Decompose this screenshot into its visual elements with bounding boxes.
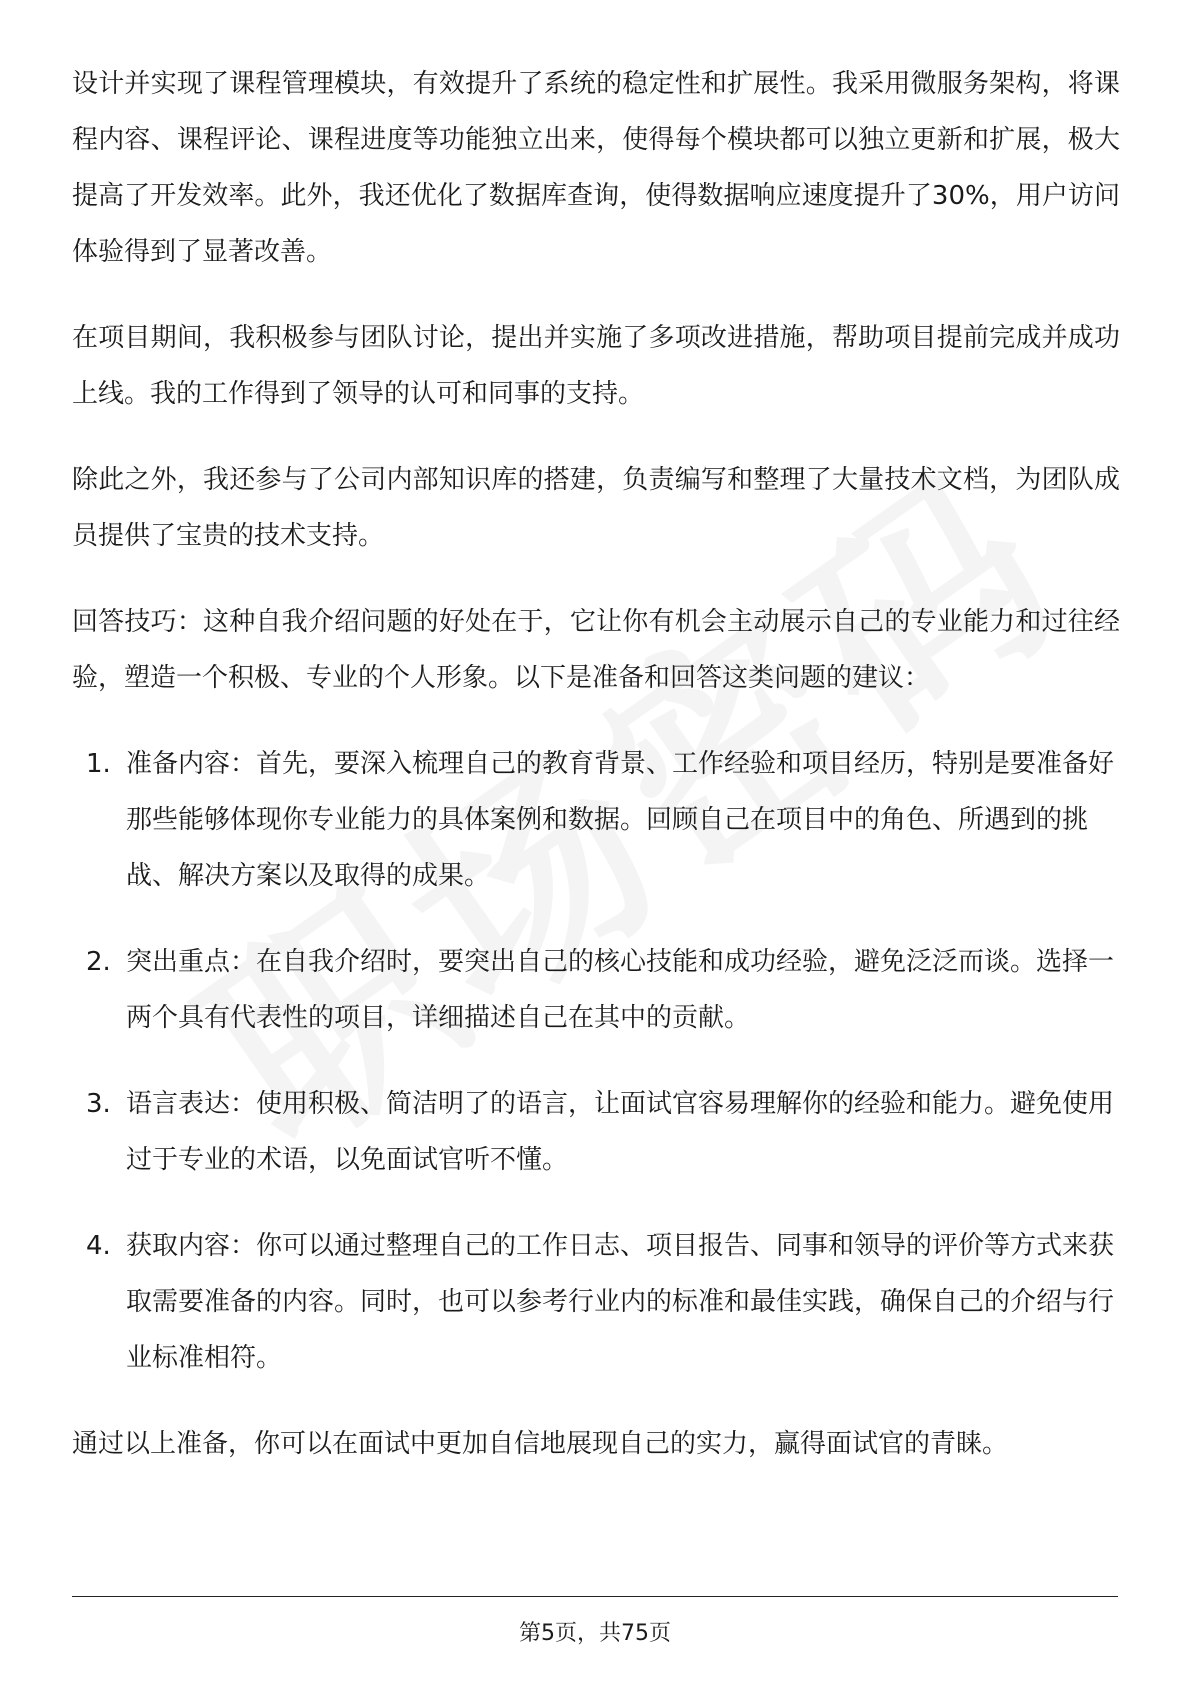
list-number: 2. [86,947,111,977]
list-item [72,736,1120,904]
list-number: 1. [86,749,111,779]
footer-divider [72,1596,1118,1597]
list-item-text: 准备内容：首先，要深入梳理自己的教育背景、工作经验和项目经历，特别是要准备好那些能够体现你专业能力的具体案例和数据。回顾自己在项目中的角色、所遇到的挑战、解决方案以及取得的成果。 [126,749,1115,891]
list-item [72,1076,1120,1188]
paragraph: 通过以上准备，你可以在面试中更加自信地展现自己的实力，赢得面试官的青睐。 [72,1429,1009,1459]
list-item [72,1218,1120,1386]
paragraph: 回答技巧：这种自我介绍问题的好处在于，它让你有机会主动展示自己的专业能力和过往经验，塑造一个积极、专业的个人形象。以下是准备和回答这类问题的建议： [72,607,1120,693]
document-body [72,56,1120,1502]
list-item-text: 获取内容：你可以通过整理自己的工作日志、项目报告、同事和领导的评价等方式来获取需要准备的内容。同时，也可以参考行业内的标准和最佳实践，确保自己的介绍与行业标准相符。 [126,1231,1115,1373]
tips-list [72,736,1120,1386]
paragraph: 在项目期间，我积极参与团队讨论，提出并实施了多项改进措施，帮助项目提前完成并成功上线。我的工作得到了领导的认可和同事的支持。 [72,323,1120,409]
list-item-text: 语言表达：使用积极、简洁明了的语言，让面试官容易理解你的经验和能力。避免使用过于专业的术语，以免面试官听不懂。 [126,1089,1115,1175]
page-number: 第5页，共75页 [519,1621,671,1646]
list-item [72,934,1120,1046]
paragraph: 设计并实现了课程管理模块，有效提升了系统的稳定性和扩展性。我采用微服务架构，将课程内容、课程评论、课程进度等功能独立出来，使得每个模块都可以独立更新和扩展，极大提高了开发效率。此外，我还优化了数据库查询，使得数据响应速度提升了30%，用户访问体验得到了显著改善。 [72,69,1120,267]
list-number: 3. [86,1089,111,1119]
list-number: 4. [86,1231,111,1261]
list-item-text: 突出重点：在自我介绍时，要突出自己的核心技能和成功经验，避免泛泛而谈。选择一两个具有代表性的项目，详细描述自己在其中的贡献。 [126,947,1115,1033]
paragraph: 除此之外，我还参与了公司内部知识库的搭建，负责编写和整理了大量技术文档，为团队成员提供了宝贵的技术支持。 [72,465,1120,551]
